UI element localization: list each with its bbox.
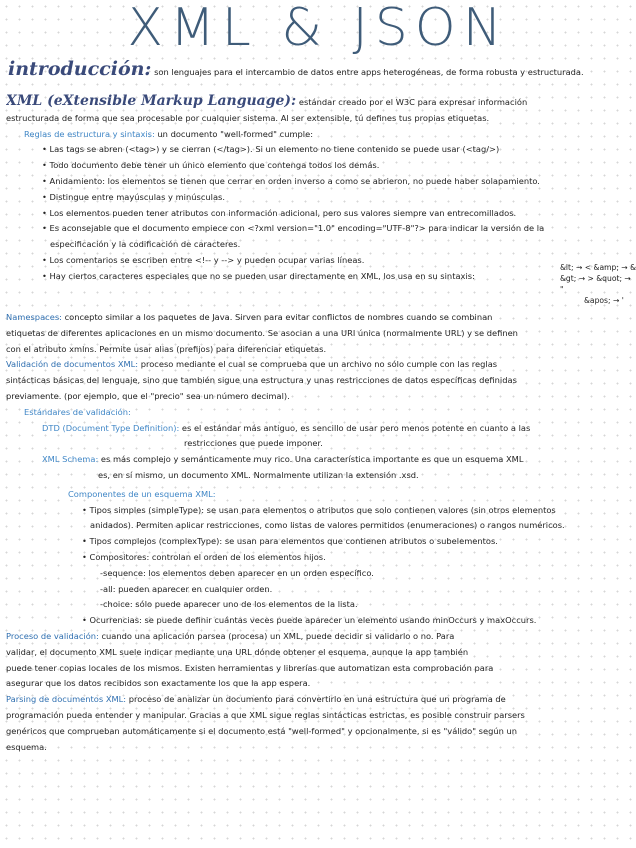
- componente-item: • Tipos complejos (complexType): se usan para elementos que contienen atributos o subelementos.: [82, 536, 498, 547]
- regla-item: • Los elementos pueden tener atributos con información adicional, pero sus valores siempre van entrecomillados.: [42, 207, 517, 218]
- xsd-line: es más complejo y semánticamente muy rico. Una característica importante es que un esquema XML: [100, 454, 524, 465]
- entity-amp: &amp; → &: [593, 263, 636, 272]
- compositor-sequence: -sequence: los elementos deben aparecer en un orden específico.: [100, 567, 374, 578]
- regla-text: Los elementos pueden tener atributos con información adicional, pero sus valores siempre van entrecomillados.: [49, 207, 517, 218]
- intro-heading: introducción:: [8, 58, 152, 80]
- regla-item: • Es aconsejable que el documento empiece con <?xml version="1.0" encoding="UTF-8"?> para indicar la versión de la: [42, 223, 545, 234]
- componente-item: • Ocurrencias: se puede definir cuántas veces puede aparecer un elemento usando minOccurs y maxOccurs.: [82, 615, 537, 626]
- namespaces-line: con el atributo xmlns. Permite usar alias (prefijos) para diferenciar etiquetas.: [6, 343, 327, 354]
- namespaces-heading: Namespaces:: [6, 312, 62, 322]
- entity-apos: &apos; → ': [584, 296, 624, 305]
- regla-item: • Los comentarios se escriben entre <!-- y --> y pueden ocupar varias líneas.: [42, 254, 365, 265]
- entity-quot: &quot; → ": [560, 274, 631, 294]
- regla-item: • Distingue entre mayúsculas y minúsculas.: [42, 191, 225, 202]
- entity-list: [560, 262, 636, 306]
- parsing-line: programación pueda entender y manipular. Gracias a que XML sigue reglas sintácticas estrictas, es posible construir parsers: [6, 709, 525, 720]
- regla-item: • Hay ciertos caracteres especiales que no se pueden usar directamente en XML, los usa en su sintaxis:: [42, 270, 475, 281]
- regla-text: Todo documento debe tener un único elemento que contenga todos los demás.: [49, 160, 380, 171]
- validacion-line: sintácticas básicas del lenguaje, sino que también sigue una estructura y unas restricciones de datos específicas definidas: [6, 375, 517, 386]
- estandares-heading: Estándares de validación:: [24, 406, 131, 417]
- regla-text: Los comentarios se escriben entre <!-- y --> y pueden ocupar varias líneas.: [49, 254, 365, 265]
- xml-heading: XML (eXtensible Markup Language):: [6, 94, 297, 109]
- componente-text: Ocurrencias: se puede definir cuántas veces puede aparecer un elemento usando minOccurs y maxOccurs.: [89, 615, 537, 626]
- compositor-choice: -choice: sólo puede aparecer uno de los elementos de la lista.: [100, 599, 358, 610]
- namespaces-line: concepto similar a los paquetes de Java. Sirven para evitar conflictos de nombres cuando se combinan: [64, 312, 493, 322]
- namespaces-section: [6, 310, 630, 755]
- regla-continuation: especificación y la codificación de caracteres.: [50, 239, 241, 250]
- proceso-line: validar, el documento XML suele indicar mediante una URL dónde obtener el esquema, aunque la app también: [6, 646, 469, 657]
- componente-text: Compositores: controlan el orden de los elementos hijos.: [89, 551, 326, 562]
- xml-section: [6, 94, 630, 285]
- xml-text-2: estructurada de forma que sea procesable por cualquier sistema. Al ser extensible, tú defines tus propias etiquetas.: [6, 112, 490, 123]
- proceso-heading: Proceso de validación:: [6, 630, 99, 641]
- proceso-line: asegurar que los datos recibidos son exactamente los que la app espera.: [6, 678, 311, 689]
- parsing-heading: Parsing de documentos XML:: [6, 694, 127, 705]
- componente-item: • Compositores: controlan el orden de los elementos hijos.: [82, 551, 326, 562]
- namespaces-line: etiquetas de diferentes aplicaciones en un mismo documento. Se asocian a una URI única (normalmente URL) y se definen: [6, 327, 518, 338]
- regla-item: • Las tags se abren (<tag>) y se cierran (</tag>). Si un elemento no tiene contenido se puede usar (<tag/>): [42, 144, 500, 155]
- validacion-heading: Validación de documentos XML:: [6, 359, 139, 370]
- intro-text: son lenguajes para el intercambio de datos entre apps heterogéneas, de forma robusta y estructurada.: [154, 67, 584, 77]
- componente-continuation: anidados). Permiten aplicar restricciones, como listas de valores permitidos (enumeraciones) o rangos numéricos.: [90, 520, 565, 531]
- componente-text: Tipos simples (simpleType): se usan para elementos o atributos que solo contienen valores (sin otros elementos: [89, 504, 556, 515]
- parsing-line: esquema.: [6, 741, 47, 752]
- validacion-line: proceso mediante el cual se comprueba que un archivo no sólo cumple con las reglas: [140, 359, 498, 370]
- dtd-line: es el estándar más antiguo, es sencillo de usar pero menos potente en cuanto a las: [181, 422, 531, 433]
- validacion-line: previamente. (por ejemplo, que el "precio" sea un número decimal).: [6, 390, 290, 401]
- parsing-line: proceso de analizar un documento para convertirlo en una estructura que un programa de: [128, 694, 506, 705]
- entity-gt: &gt; → >: [560, 274, 594, 283]
- entity-lt: &lt; → <: [560, 263, 592, 272]
- componente-text: Tipos complejos (complexType): se usan para elementos que contienen atributos o subelementos.: [89, 536, 498, 547]
- xsd-label: XML Schema:: [42, 454, 99, 465]
- regla-item: • Todo documento debe tener un único elemento que contenga todos los demás.: [42, 160, 380, 171]
- regla-text: Es aconsejable que el documento empiece con <?xml version="1.0" encoding="UTF-8"?> para indicar la versión de la: [49, 223, 545, 234]
- xsd-line: es, en sí mismo, un documento XML. Normalmente utilizan la extensión .xsd.: [98, 469, 419, 480]
- parsing-line: genéricos que comprueban automáticamente si el documento está "well-formed" y opcionalmente, si es "válido" según un: [6, 725, 518, 736]
- proceso-line: cuando una aplicación parsea (procesa) un XML, puede decidir si validarlo o no. Para: [101, 630, 455, 641]
- reglas-heading: Reglas de estructura y sintaxis:: [24, 128, 155, 139]
- page-title: XML & JSON: [127, 0, 509, 58]
- regla-text: Distingue entre mayúsculas y minúsculas.: [49, 191, 225, 202]
- regla-text: Las tags se abren (<tag>) y se cierran (</tag>). Si un elemento no tiene contenido se puede usar (<tag/>): [49, 144, 500, 155]
- dtd-label: DTD (Document Type Definition):: [42, 422, 180, 433]
- intro-section: [8, 58, 634, 80]
- componente-item: • Tipos simples (simpleType): se usan para elementos o atributos que solo contienen valores (sin otros elementos: [82, 504, 556, 515]
- regla-text: Anidamiento: los elementos se tienen que cerrar en orden inverso a como se abrieron, no puede haber solapamiento.: [49, 175, 540, 186]
- xml-text-1: estándar creado por el W3C para expresar información: [298, 97, 528, 107]
- componentes-heading: Componentes de un esquema XML:: [68, 488, 216, 499]
- regla-text: Hay ciertos caracteres especiales que no se pueden usar directamente en XML, los usa en su sintaxis:: [49, 270, 475, 281]
- proceso-line: puede tener copias locales de los mismos. Existen herramientas y librerías que automatizan esta comprobación para: [6, 662, 494, 673]
- regla-item: • Anidamiento: los elementos se tienen que cerrar en orden inverso a como se abrieron, no puede haber solapamiento.: [42, 175, 540, 186]
- compositor-all: -all: pueden aparecer en cualquier orden.: [100, 583, 273, 594]
- dtd-line: restricciones que puede imponer.: [184, 438, 323, 449]
- reglas-intro: un documento "well-formed" cumple:: [157, 128, 314, 139]
